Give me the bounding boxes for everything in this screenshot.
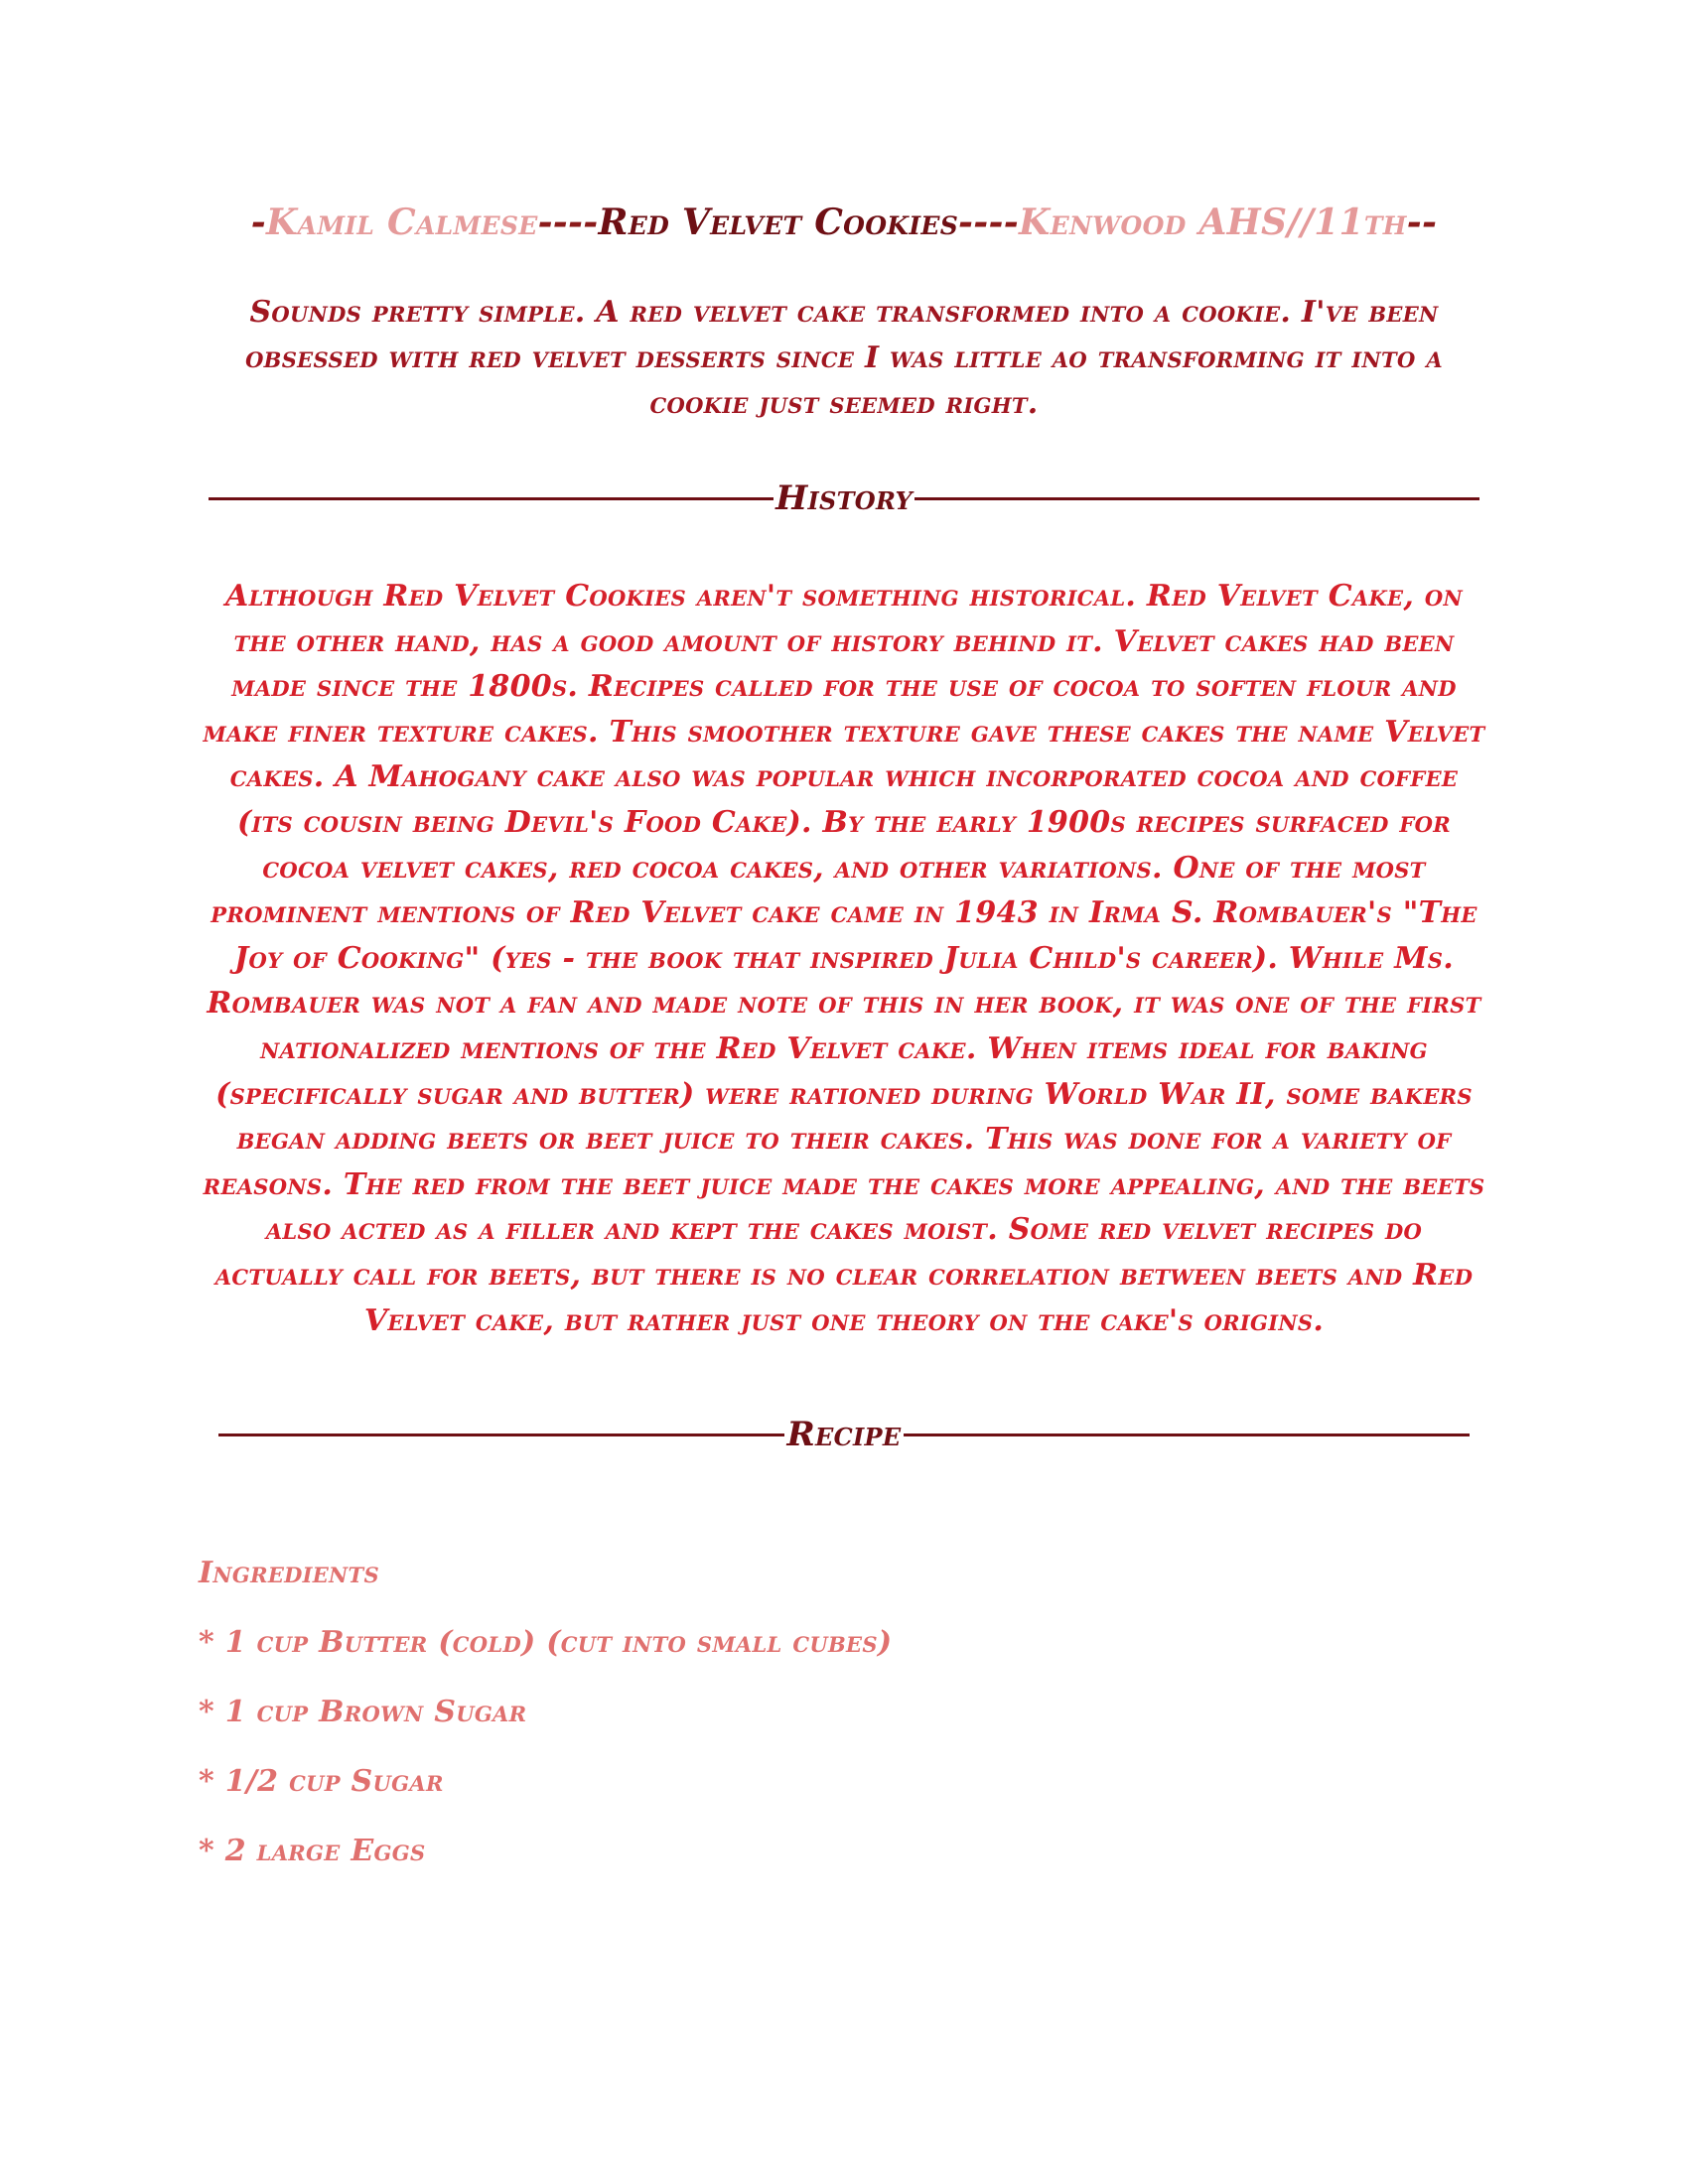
history-paragraph: Although Red Velvet Cookies aren't something historical. Red Velvet Cake, on the other hand, has a good amount of history behind it. Velvet cakes had been made since the 1800s. Recipes called for the use of cocoa to soften flour and make finer texture cakes. This smoother texture gave these cakes the name Velvet cakes. A Mahogany cake also was popular which incorporated cocoa and coffee (its cousin being Devil's Food Cake). By the early 1900s recipes surfaced for cocoa velvet cakes, red cocoa cakes, and other variations. One of the most prominent mentions of Red Velvet cake came in 1943 in Irma S. Rombauer's "The Joy of Cooking" (yes - the book that inspired Julia Child's career). While Ms. Rombauer was not a fan and made note of this in her book, it was one of the first nationalized mentions of the Red Velvet cake. When items ideal for baking (specifically sugar and butter) were rationed during World War II, some bakers began adding beets or beet juice to their cakes. This was done for a variety of reasons. The red from the beet juice made the cakes more appealing, and the beets also acted as a filler and kept the cakes moist. Some red velvet recipes do actually call for beets, but there is no clear correlation between beets and Red Velvet cake, but rather just one theory on the cake's origins. <box>203 579 1485 1338</box>
title-dash-mid2: ---- <box>958 202 1020 243</box>
school-name: Kenwood AHS//11th <box>1019 202 1407 243</box>
recipe-page <box>199 199 1489 1871</box>
recipe-heading: Recipe <box>786 1415 902 1455</box>
author-name: Kamil Calmese <box>266 202 538 243</box>
intro-paragraph: Sounds pretty simple. A red velvet cake transformed into a cookie. I've been obsessed with red velvet desserts since I was little ao transforming it into a cookie just seemed right. <box>245 295 1443 421</box>
ingredient-item: * 1 cup Brown Sugar <box>199 1695 527 1730</box>
history-divider <box>209 478 1479 518</box>
divider-rule-right <box>904 1433 1470 1436</box>
recipe-divider <box>218 1415 1470 1454</box>
ingredients-heading: Ingredients <box>199 1556 379 1591</box>
title-dash-right: -- <box>1406 202 1438 243</box>
ingredient-item: * 1 cup Butter (cold) (cut into small cubes) <box>199 1625 893 1661</box>
divider-rule-right <box>914 497 1479 500</box>
title-dash-mid1: ---- <box>537 202 599 243</box>
history-heading: History <box>775 478 913 518</box>
divider-rule-left <box>209 497 774 500</box>
divider-rule-left <box>218 1433 784 1436</box>
title-dash-left: - <box>250 202 267 243</box>
recipe-name: Red Velvet Cookies <box>598 202 959 243</box>
ingredient-item: * 2 large Eggs <box>199 1834 426 1869</box>
page-title <box>199 199 1489 246</box>
ingredient-item: * 1/2 cup Sugar <box>199 1764 444 1800</box>
